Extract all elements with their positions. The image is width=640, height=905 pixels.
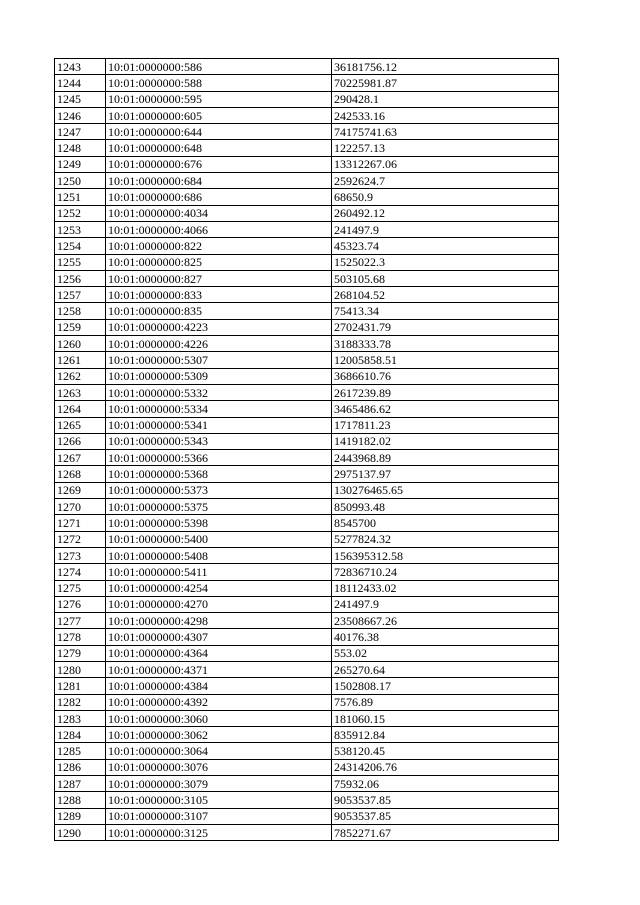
cadastral-number-cell: 10:01:0000000:4384 — [106, 678, 332, 694]
value-cell: 75413.34 — [332, 303, 559, 319]
row-number-cell: 1268 — [55, 466, 106, 482]
row-number-cell: 1262 — [55, 368, 106, 384]
row-number-cell: 1249 — [55, 156, 106, 172]
cadastral-number-cell: 10:01:0000000:4254 — [106, 580, 332, 596]
cadastral-number-cell: 10:01:0000000:5341 — [106, 417, 332, 433]
row-number-cell: 1258 — [55, 303, 106, 319]
row-number-cell: 1263 — [55, 384, 106, 400]
value-cell: 2592624.7 — [332, 173, 559, 189]
cadastral-number-cell: 10:01:0000000:3060 — [106, 710, 332, 726]
cadastral-number-cell: 10:01:0000000:588 — [106, 75, 332, 91]
table-row — [55, 336, 559, 352]
cadastral-number-cell: 10:01:0000000:5307 — [106, 352, 332, 368]
cadastral-number-cell: 10:01:0000000:835 — [106, 303, 332, 319]
value-cell: 24314206.76 — [332, 759, 559, 775]
data-table — [54, 58, 559, 841]
row-number-cell: 1277 — [55, 613, 106, 629]
row-number-cell: 1251 — [55, 189, 106, 205]
value-cell: 260492.12 — [332, 205, 559, 221]
value-cell: 156395312.58 — [332, 547, 559, 563]
table-row — [55, 91, 559, 107]
cadastral-number-cell: 10:01:0000000:644 — [106, 124, 332, 140]
value-cell: 850993.48 — [332, 499, 559, 515]
row-number-cell: 1256 — [55, 270, 106, 286]
value-cell: 130276465.65 — [332, 482, 559, 498]
row-number-cell: 1289 — [55, 808, 106, 824]
table-row — [55, 824, 559, 840]
table-body — [55, 59, 559, 841]
value-cell: 9053537.85 — [332, 792, 559, 808]
value-cell: 1419182.02 — [332, 433, 559, 449]
value-cell: 538120.45 — [332, 743, 559, 759]
table-row — [55, 531, 559, 547]
cadastral-number-cell: 10:01:0000000:5408 — [106, 547, 332, 563]
table-row — [55, 254, 559, 270]
table-row — [55, 466, 559, 482]
row-number-cell: 1247 — [55, 124, 106, 140]
value-cell: 3465486.62 — [332, 401, 559, 417]
table-row — [55, 303, 559, 319]
table-row — [55, 189, 559, 205]
table-row — [55, 205, 559, 221]
cadastral-number-cell: 10:01:0000000:3062 — [106, 727, 332, 743]
table-row — [55, 645, 559, 661]
row-number-cell: 1272 — [55, 531, 106, 547]
table-row — [55, 124, 559, 140]
cadastral-number-cell: 10:01:0000000:5366 — [106, 450, 332, 466]
table-row — [55, 547, 559, 563]
cadastral-number-cell: 10:01:0000000:833 — [106, 287, 332, 303]
cadastral-number-cell: 10:01:0000000:4298 — [106, 613, 332, 629]
cadastral-number-cell: 10:01:0000000:605 — [106, 107, 332, 123]
cadastral-number-cell: 10:01:0000000:686 — [106, 189, 332, 205]
value-cell: 18112433.02 — [332, 580, 559, 596]
row-number-cell: 1288 — [55, 792, 106, 808]
table-row — [55, 270, 559, 286]
cadastral-number-cell: 10:01:0000000:586 — [106, 59, 332, 75]
table-row — [55, 401, 559, 417]
value-cell: 12005858.51 — [332, 352, 559, 368]
row-number-cell: 1250 — [55, 173, 106, 189]
cadastral-number-cell: 10:01:0000000:4270 — [106, 596, 332, 612]
row-number-cell: 1248 — [55, 140, 106, 156]
value-cell: 2702431.79 — [332, 319, 559, 335]
cadastral-number-cell: 10:01:0000000:4364 — [106, 645, 332, 661]
value-cell: 503105.68 — [332, 270, 559, 286]
cadastral-number-cell: 10:01:0000000:676 — [106, 156, 332, 172]
row-number-cell: 1254 — [55, 238, 106, 254]
cadastral-number-cell: 10:01:0000000:3105 — [106, 792, 332, 808]
row-number-cell: 1255 — [55, 254, 106, 270]
value-cell: 74175741.63 — [332, 124, 559, 140]
table-row — [55, 352, 559, 368]
row-number-cell: 1252 — [55, 205, 106, 221]
row-number-cell: 1265 — [55, 417, 106, 433]
table-row — [55, 59, 559, 75]
value-cell: 68650.9 — [332, 189, 559, 205]
table-row — [55, 450, 559, 466]
table-row — [55, 287, 559, 303]
value-cell: 7852271.67 — [332, 824, 559, 840]
table-row — [55, 107, 559, 123]
row-number-cell: 1267 — [55, 450, 106, 466]
row-number-cell: 1285 — [55, 743, 106, 759]
row-number-cell: 1284 — [55, 727, 106, 743]
value-cell: 2617239.89 — [332, 384, 559, 400]
value-cell: 75932.06 — [332, 776, 559, 792]
table-row — [55, 792, 559, 808]
row-number-cell: 1282 — [55, 694, 106, 710]
value-cell: 36181756.12 — [332, 59, 559, 75]
row-number-cell: 1279 — [55, 645, 106, 661]
table-row — [55, 384, 559, 400]
row-number-cell: 1286 — [55, 759, 106, 775]
cadastral-number-cell: 10:01:0000000:684 — [106, 173, 332, 189]
cadastral-number-cell: 10:01:0000000:5368 — [106, 466, 332, 482]
cadastral-number-cell: 10:01:0000000:4034 — [106, 205, 332, 221]
value-cell: 1525022.3 — [332, 254, 559, 270]
table-row — [55, 238, 559, 254]
table-row — [55, 613, 559, 629]
cadastral-number-cell: 10:01:0000000:4392 — [106, 694, 332, 710]
value-cell: 9053537.85 — [332, 808, 559, 824]
cadastral-number-cell: 10:01:0000000:827 — [106, 270, 332, 286]
value-cell: 7576.89 — [332, 694, 559, 710]
row-number-cell: 1275 — [55, 580, 106, 596]
row-number-cell: 1245 — [55, 91, 106, 107]
cadastral-number-cell: 10:01:0000000:5398 — [106, 515, 332, 531]
cadastral-number-cell: 10:01:0000000:5411 — [106, 564, 332, 580]
cadastral-number-cell: 10:01:0000000:5343 — [106, 433, 332, 449]
row-number-cell: 1276 — [55, 596, 106, 612]
table-row — [55, 75, 559, 91]
table-row — [55, 710, 559, 726]
row-number-cell: 1253 — [55, 221, 106, 237]
value-cell: 268104.52 — [332, 287, 559, 303]
cadastral-number-cell: 10:01:0000000:3125 — [106, 824, 332, 840]
cadastral-number-cell: 10:01:0000000:5373 — [106, 482, 332, 498]
value-cell: 40176.38 — [332, 629, 559, 645]
cadastral-number-cell: 10:01:0000000:4371 — [106, 661, 332, 677]
value-cell: 45323.74 — [332, 238, 559, 254]
cadastral-number-cell: 10:01:0000000:4226 — [106, 336, 332, 352]
table-row — [55, 776, 559, 792]
cadastral-number-cell: 10:01:0000000:3107 — [106, 808, 332, 824]
row-number-cell: 1259 — [55, 319, 106, 335]
table-row — [55, 433, 559, 449]
row-number-cell: 1257 — [55, 287, 106, 303]
table-row — [55, 156, 559, 172]
row-number-cell: 1269 — [55, 482, 106, 498]
value-cell: 2975137.97 — [332, 466, 559, 482]
cadastral-number-cell: 10:01:0000000:825 — [106, 254, 332, 270]
value-cell: 1717811.23 — [332, 417, 559, 433]
row-number-cell: 1261 — [55, 352, 106, 368]
value-cell: 23508667.26 — [332, 613, 559, 629]
table-row — [55, 482, 559, 498]
table-row — [55, 417, 559, 433]
row-number-cell: 1280 — [55, 661, 106, 677]
table-row — [55, 629, 559, 645]
row-number-cell: 1281 — [55, 678, 106, 694]
value-cell: 265270.64 — [332, 661, 559, 677]
table-row — [55, 727, 559, 743]
table-row — [55, 596, 559, 612]
table-row — [55, 759, 559, 775]
table-row — [55, 580, 559, 596]
value-cell: 181060.15 — [332, 710, 559, 726]
row-number-cell: 1244 — [55, 75, 106, 91]
table-row — [55, 564, 559, 580]
value-cell: 2443968.89 — [332, 450, 559, 466]
row-number-cell: 1246 — [55, 107, 106, 123]
table-row — [55, 499, 559, 515]
cadastral-number-cell: 10:01:0000000:648 — [106, 140, 332, 156]
value-cell: 5277824.32 — [332, 531, 559, 547]
cadastral-number-cell: 10:01:0000000:4223 — [106, 319, 332, 335]
table-row — [55, 678, 559, 694]
value-cell: 3188333.78 — [332, 336, 559, 352]
cadastral-number-cell: 10:01:0000000:3076 — [106, 759, 332, 775]
value-cell: 290428.1 — [332, 91, 559, 107]
table-row — [55, 515, 559, 531]
row-number-cell: 1273 — [55, 547, 106, 563]
row-number-cell: 1283 — [55, 710, 106, 726]
value-cell: 70225981.87 — [332, 75, 559, 91]
cadastral-number-cell: 10:01:0000000:595 — [106, 91, 332, 107]
table-row — [55, 694, 559, 710]
value-cell: 553.02 — [332, 645, 559, 661]
table-row — [55, 173, 559, 189]
cadastral-number-cell: 10:01:0000000:822 — [106, 238, 332, 254]
row-number-cell: 1266 — [55, 433, 106, 449]
cadastral-number-cell: 10:01:0000000:5334 — [106, 401, 332, 417]
value-cell: 13312267.06 — [332, 156, 559, 172]
cadastral-number-cell: 10:01:0000000:5400 — [106, 531, 332, 547]
cadastral-number-cell: 10:01:0000000:5309 — [106, 368, 332, 384]
value-cell: 241497.9 — [332, 221, 559, 237]
row-number-cell: 1278 — [55, 629, 106, 645]
table-row — [55, 319, 559, 335]
row-number-cell: 1271 — [55, 515, 106, 531]
row-number-cell: 1264 — [55, 401, 106, 417]
table-row — [55, 221, 559, 237]
row-number-cell: 1270 — [55, 499, 106, 515]
cadastral-number-cell: 10:01:0000000:3079 — [106, 776, 332, 792]
value-cell: 3686610.76 — [332, 368, 559, 384]
table-row — [55, 808, 559, 824]
value-cell: 1502808.17 — [332, 678, 559, 694]
table-row — [55, 661, 559, 677]
cadastral-number-cell: 10:01:0000000:5332 — [106, 384, 332, 400]
value-cell: 72836710.24 — [332, 564, 559, 580]
table-row — [55, 743, 559, 759]
cadastral-number-cell: 10:01:0000000:5375 — [106, 499, 332, 515]
cadastral-number-cell: 10:01:0000000:4066 — [106, 221, 332, 237]
row-number-cell: 1260 — [55, 336, 106, 352]
cadastral-number-cell: 10:01:0000000:3064 — [106, 743, 332, 759]
table-row — [55, 368, 559, 384]
value-cell: 122257.13 — [332, 140, 559, 156]
row-number-cell: 1243 — [55, 59, 106, 75]
table-row — [55, 140, 559, 156]
value-cell: 241497.9 — [332, 596, 559, 612]
row-number-cell: 1290 — [55, 824, 106, 840]
row-number-cell: 1274 — [55, 564, 106, 580]
cadastral-number-cell: 10:01:0000000:4307 — [106, 629, 332, 645]
value-cell: 242533.16 — [332, 107, 559, 123]
row-number-cell: 1287 — [55, 776, 106, 792]
value-cell: 835912.84 — [332, 727, 559, 743]
value-cell: 8545700 — [332, 515, 559, 531]
